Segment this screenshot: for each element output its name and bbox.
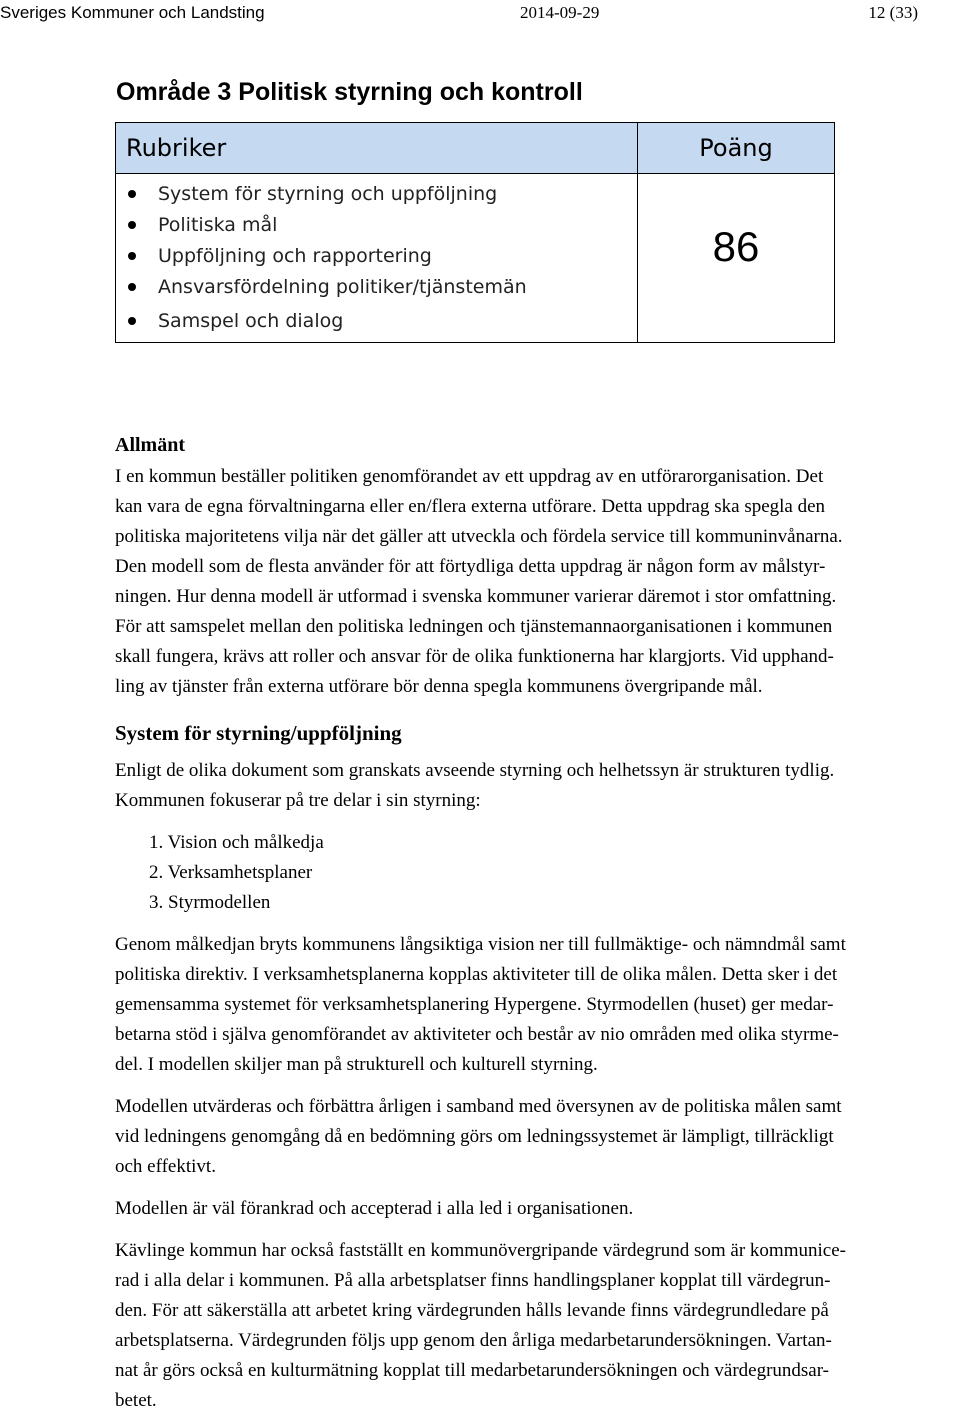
summary-topic-list — [116, 179, 527, 337]
summary-left-header: Rubriker — [116, 123, 637, 174]
paragraph-line: del. I modellen skiljer man på strukturell och kulturell styrning. — [115, 1054, 598, 1075]
area-title: Område 3 Politisk styrning och kontroll — [116, 78, 583, 106]
paragraph-line: Genom målkedjan bryts kommunens långsiktiga vision ner till fullmäktige- och nämndmål samt — [115, 934, 846, 955]
document-body — [115, 430, 960, 1416]
summary-topic-item: System för styrning och uppföljning — [116, 179, 527, 210]
general-line: skall fungera, krävs att roller och ansvar för de olika funktionerna har klargjorts. Vid upphand- — [115, 646, 834, 667]
intro-line: Enligt de olika dokument som granskats avseende styrning och helhetssyn är strukturen tydlig. — [115, 760, 835, 781]
summary-topic-item: Ansvarsfördelning politiker/tjänstemän — [116, 272, 527, 303]
paragraph-line: nat år görs också en kulturmätning kopplat till medarbetarundersökningen och värdegrundsar- — [115, 1360, 830, 1381]
summary-right-column — [638, 123, 834, 342]
general-line: För att samspelet mellan den politiska ledningen och tjänstemannaorganisationen i kommunen — [115, 616, 833, 637]
paragraph-line: den. För att säkerställa att arbetet kring värdegrunden hålls levande finns värdegrundledare på — [115, 1300, 829, 1321]
bullet-icon — [128, 190, 136, 198]
summary-score: 86 — [712, 223, 760, 270]
bullet-icon — [128, 317, 136, 325]
summary-table — [115, 122, 835, 343]
paragraph-line: arbetsplatserna. Värdegrunden följs upp genom den årliga medarbetarundersökningen. Vartan- — [115, 1330, 832, 1351]
numbered-item: 2. Verksamhetsplaner — [149, 862, 313, 883]
intro-line: Kommunen fokuserar på tre delar i sin styrning: — [115, 790, 481, 811]
bullet-icon — [128, 283, 136, 291]
header-page-number: 12 (33) — [868, 3, 918, 22]
summary-topic-item: Politiska mål — [116, 210, 527, 241]
general-line: Den modell som de flesta använder för att förtydliga detta uppdrag är någon form av målstyr- — [115, 556, 826, 577]
paragraph-line: vid ledningens genomgång då en bedömning görs om ledningssystemet är lämpligt, tillräckligt — [115, 1126, 834, 1147]
header-date: 2014-09-29 — [520, 3, 600, 22]
paragraph-line: betet. — [115, 1390, 157, 1411]
numbered-list — [115, 828, 960, 918]
bullet-icon — [128, 252, 136, 260]
general-heading: Allmänt — [115, 434, 185, 456]
general-line: politiska majoritetens vilja när det gäller att utveckla och fördela service till kommuninvånarna. — [115, 526, 843, 547]
paragraph-line: Modellen är väl förankrad och accepterad i alla led i organisationen. — [115, 1198, 634, 1219]
bullet-icon — [128, 221, 136, 229]
numbered-item: 1. Vision och målkedja — [149, 832, 324, 853]
general-line: ningen. Hur denna modell är utformad i svenska kommuner varierar däremot i stor omfattning. — [115, 586, 837, 607]
paragraph-line: Modellen utvärderas och förbättra årligen i samband med översynen av de politiska målen samt — [115, 1096, 842, 1117]
general-line: kan vara de egna förvaltningarna eller en/flera externa utförare. Detta uppdrag ska spegla den — [115, 496, 826, 517]
paragraph-line: politiska direktiv. I verksamhetsplanerna kopplas aktiviteter till de olika målen. Detta sker i det — [115, 964, 838, 985]
paragraph-line: och effektivt. — [115, 1156, 216, 1177]
summary-left-column — [116, 123, 638, 342]
paragraph-line: Kävlinge kommun har också fastställt en kommunövergripande värdegrund som är kommunice- — [115, 1240, 846, 1261]
summary-topic-item: Samspel och dialog — [116, 306, 527, 337]
paragraph-line: rad i alla delar i kommunen. På alla arbetsplatser finns handlingsplaner kopplat till värdegrun- — [115, 1270, 831, 1291]
paragraph-line: gemensamma systemet för verksamhetsplanering Hypergene. Styrmodellen (huset) ger medar- — [115, 994, 834, 1015]
header-org: Sveriges Kommuner och Landsting — [0, 3, 265, 22]
paragraph-line: betarna stöd i själva genomförandet av aktiviteter och består av nio områden med olika styrme- — [115, 1024, 839, 1045]
summary-right-header: Poäng — [638, 123, 834, 174]
general-line: I en kommun beställer politiken genomförandet av ett uppdrag av en utförarorganisation. Det — [115, 466, 824, 487]
numbered-item: 3. Styrmodellen — [149, 892, 271, 913]
summary-topic-item: Uppföljning och rapportering — [116, 241, 527, 272]
general-line: ling av tjänster från externa utförare bör denna spegla kommunens övergripande mål. — [115, 676, 763, 697]
section-heading: System för styrning/uppföljning — [115, 721, 402, 745]
